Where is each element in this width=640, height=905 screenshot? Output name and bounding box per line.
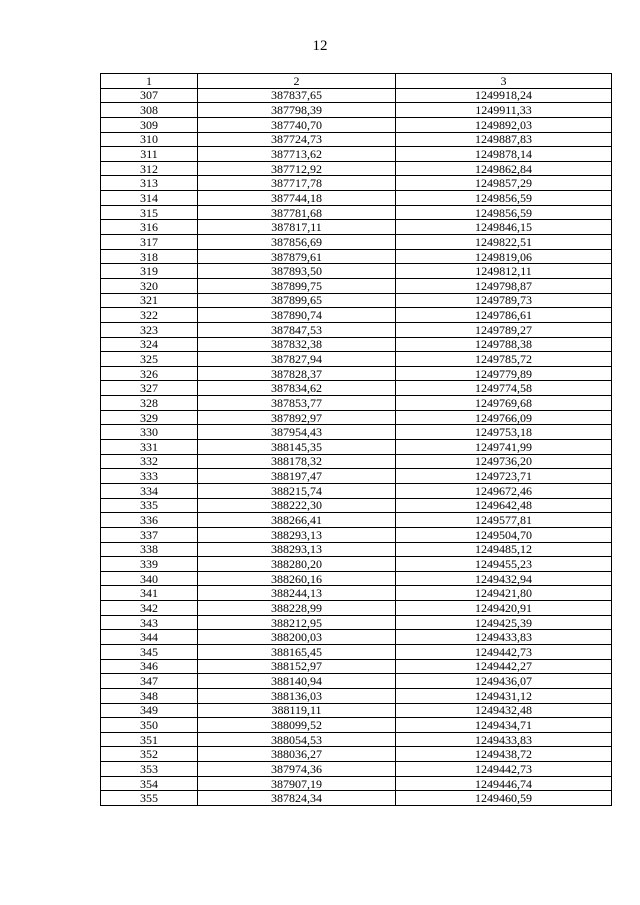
coordinates-table: [100, 73, 612, 806]
table-row: [101, 542, 612, 557]
point-number-cell: 341: [101, 586, 198, 601]
x-coordinate-cell: 388165,45: [198, 644, 396, 659]
point-number-cell: 329: [101, 410, 198, 425]
y-coordinate-cell: 1249438,72: [396, 747, 612, 762]
y-coordinate-cell: 1249878,14: [396, 147, 612, 162]
x-coordinate-cell: 388197,47: [198, 469, 396, 484]
x-coordinate-cell: 387724,73: [198, 132, 396, 147]
table-row: [101, 117, 612, 132]
y-coordinate-cell: 1249433,83: [396, 630, 612, 645]
x-coordinate-cell: 387879,61: [198, 249, 396, 264]
y-coordinate-cell: 1249789,73: [396, 293, 612, 308]
y-coordinate-cell: 1249857,29: [396, 176, 612, 191]
x-coordinate-cell: 387824,34: [198, 791, 396, 806]
y-coordinate-cell: 1249918,24: [396, 88, 612, 103]
y-coordinate-cell: 1249425,39: [396, 615, 612, 630]
column-header: 2: [198, 74, 396, 89]
x-coordinate-cell: 388145,35: [198, 440, 396, 455]
table-row: [101, 557, 612, 572]
point-number-cell: 335: [101, 498, 198, 513]
x-coordinate-cell: 388222,30: [198, 498, 396, 513]
point-number-cell: 343: [101, 615, 198, 630]
table-row: [101, 278, 612, 293]
table-row: [101, 498, 612, 513]
y-coordinate-cell: 1249421,80: [396, 586, 612, 601]
table-row: [101, 410, 612, 425]
x-coordinate-cell: 387893,50: [198, 264, 396, 279]
table-row: [101, 527, 612, 542]
x-coordinate-cell: 388260,16: [198, 571, 396, 586]
y-coordinate-cell: 1249856,59: [396, 205, 612, 220]
point-number-cell: 350: [101, 718, 198, 733]
y-coordinate-cell: 1249434,71: [396, 718, 612, 733]
y-coordinate-cell: 1249798,87: [396, 278, 612, 293]
table-body: [101, 88, 612, 805]
table-row: [101, 483, 612, 498]
y-coordinate-cell: 1249887,83: [396, 132, 612, 147]
y-coordinate-cell: 1249774,58: [396, 381, 612, 396]
table-row: [101, 147, 612, 162]
x-coordinate-cell: 388119,11: [198, 703, 396, 718]
table-row: [101, 205, 612, 220]
table-row: [101, 601, 612, 616]
page-number: 12: [312, 38, 328, 54]
point-number-cell: 352: [101, 747, 198, 762]
y-coordinate-cell: 1249577,81: [396, 513, 612, 528]
x-coordinate-cell: 387744,18: [198, 191, 396, 206]
table-row: [101, 440, 612, 455]
y-coordinate-cell: 1249736,20: [396, 454, 612, 469]
point-number-cell: 332: [101, 454, 198, 469]
point-number-cell: 334: [101, 483, 198, 498]
x-coordinate-cell: 388136,03: [198, 688, 396, 703]
table-row: [101, 88, 612, 103]
table-row: [101, 732, 612, 747]
point-number-cell: 338: [101, 542, 198, 557]
y-coordinate-cell: 1249846,15: [396, 220, 612, 235]
y-coordinate-cell: 1249442,73: [396, 762, 612, 777]
x-coordinate-cell: 387834,62: [198, 381, 396, 396]
y-coordinate-cell: 1249455,23: [396, 557, 612, 572]
x-coordinate-cell: 388054,53: [198, 732, 396, 747]
point-number-cell: 326: [101, 366, 198, 381]
y-coordinate-cell: 1249431,12: [396, 688, 612, 703]
table-row: [101, 703, 612, 718]
point-number-cell: 313: [101, 176, 198, 191]
point-number-cell: 336: [101, 513, 198, 528]
table-row: [101, 235, 612, 250]
y-coordinate-cell: 1249819,06: [396, 249, 612, 264]
table-row: [101, 191, 612, 206]
table-row: [101, 322, 612, 337]
x-coordinate-cell: 388293,13: [198, 527, 396, 542]
table-row: [101, 718, 612, 733]
y-coordinate-cell: 1249789,27: [396, 322, 612, 337]
x-coordinate-cell: 388152,97: [198, 659, 396, 674]
table-row: [101, 396, 612, 411]
y-coordinate-cell: 1249432,94: [396, 571, 612, 586]
y-coordinate-cell: 1249442,73: [396, 644, 612, 659]
x-coordinate-cell: 387899,75: [198, 278, 396, 293]
y-coordinate-cell: 1249812,11: [396, 264, 612, 279]
y-coordinate-cell: 1249432,48: [396, 703, 612, 718]
point-number-cell: 322: [101, 308, 198, 323]
point-number-cell: 311: [101, 147, 198, 162]
point-number-cell: 316: [101, 220, 198, 235]
table-row: [101, 381, 612, 396]
y-coordinate-cell: 1249436,07: [396, 674, 612, 689]
y-coordinate-cell: 1249892,03: [396, 117, 612, 132]
x-coordinate-cell: 387817,11: [198, 220, 396, 235]
x-coordinate-cell: 388215,74: [198, 483, 396, 498]
table-row: [101, 293, 612, 308]
point-number-cell: 323: [101, 322, 198, 337]
table-row: [101, 352, 612, 367]
x-coordinate-cell: 387713,62: [198, 147, 396, 162]
x-coordinate-cell: 387899,65: [198, 293, 396, 308]
point-number-cell: 312: [101, 161, 198, 176]
table-row: [101, 586, 612, 601]
y-coordinate-cell: 1249504,70: [396, 527, 612, 542]
table-row: [101, 513, 612, 528]
x-coordinate-cell: 388244,13: [198, 586, 396, 601]
point-number-cell: 351: [101, 732, 198, 747]
y-coordinate-cell: 1249672,46: [396, 483, 612, 498]
point-number-cell: 342: [101, 601, 198, 616]
x-coordinate-cell: 388293,13: [198, 542, 396, 557]
x-coordinate-cell: 387892,97: [198, 410, 396, 425]
x-coordinate-cell: 387853,77: [198, 396, 396, 411]
point-number-cell: 346: [101, 659, 198, 674]
table-row: [101, 688, 612, 703]
y-coordinate-cell: 1249911,33: [396, 103, 612, 118]
table-row: [101, 644, 612, 659]
table-row: [101, 747, 612, 762]
table-row: [101, 674, 612, 689]
point-number-cell: 319: [101, 264, 198, 279]
table-row: [101, 659, 612, 674]
table-row: [101, 337, 612, 352]
point-number-cell: 348: [101, 688, 198, 703]
point-number-cell: 344: [101, 630, 198, 645]
table-row: [101, 630, 612, 645]
y-coordinate-cell: 1249753,18: [396, 425, 612, 440]
x-coordinate-cell: 388099,52: [198, 718, 396, 733]
point-number-cell: 314: [101, 191, 198, 206]
point-number-cell: 325: [101, 352, 198, 367]
point-number-cell: 353: [101, 762, 198, 777]
y-coordinate-cell: 1249741,99: [396, 440, 612, 455]
point-number-cell: 328: [101, 396, 198, 411]
point-number-cell: 320: [101, 278, 198, 293]
y-coordinate-cell: 1249433,83: [396, 732, 612, 747]
point-number-cell: 337: [101, 527, 198, 542]
point-number-cell: 310: [101, 132, 198, 147]
y-coordinate-cell: 1249769,68: [396, 396, 612, 411]
y-coordinate-cell: 1249856,59: [396, 191, 612, 206]
table-row: [101, 762, 612, 777]
y-coordinate-cell: 1249642,48: [396, 498, 612, 513]
x-coordinate-cell: 388140,94: [198, 674, 396, 689]
point-number-cell: 324: [101, 337, 198, 352]
point-number-cell: 309: [101, 117, 198, 132]
table-row: [101, 791, 612, 806]
table-row: [101, 776, 612, 791]
y-coordinate-cell: 1249862,84: [396, 161, 612, 176]
x-coordinate-cell: 388178,32: [198, 454, 396, 469]
x-coordinate-cell: 387890,74: [198, 308, 396, 323]
table-row: [101, 132, 612, 147]
y-coordinate-cell: 1249766,09: [396, 410, 612, 425]
x-coordinate-cell: 387856,69: [198, 235, 396, 250]
point-number-cell: 349: [101, 703, 198, 718]
table-row: [101, 103, 612, 118]
table-row: [101, 308, 612, 323]
y-coordinate-cell: 1249786,61: [396, 308, 612, 323]
y-coordinate-cell: 1249779,89: [396, 366, 612, 381]
x-coordinate-cell: 388200,03: [198, 630, 396, 645]
x-coordinate-cell: 387954,43: [198, 425, 396, 440]
table-row: [101, 220, 612, 235]
table-row: [101, 249, 612, 264]
x-coordinate-cell: 388228,99: [198, 601, 396, 616]
y-coordinate-cell: 1249822,51: [396, 235, 612, 250]
x-coordinate-cell: 387828,37: [198, 366, 396, 381]
table-row: [101, 425, 612, 440]
point-number-cell: 340: [101, 571, 198, 586]
x-coordinate-cell: 387712,92: [198, 161, 396, 176]
table-row: [101, 615, 612, 630]
x-coordinate-cell: 387827,94: [198, 352, 396, 367]
x-coordinate-cell: 387781,68: [198, 205, 396, 220]
point-number-cell: 354: [101, 776, 198, 791]
y-coordinate-cell: 1249485,12: [396, 542, 612, 557]
x-coordinate-cell: 387832,38: [198, 337, 396, 352]
y-coordinate-cell: 1249785,72: [396, 352, 612, 367]
point-number-cell: 339: [101, 557, 198, 572]
x-coordinate-cell: 387847,53: [198, 322, 396, 337]
x-coordinate-cell: 387798,39: [198, 103, 396, 118]
point-number-cell: 333: [101, 469, 198, 484]
table-row: [101, 176, 612, 191]
x-coordinate-cell: 388280,20: [198, 557, 396, 572]
y-coordinate-cell: 1249460,59: [396, 791, 612, 806]
point-number-cell: 307: [101, 88, 198, 103]
point-number-cell: 318: [101, 249, 198, 264]
table-row: [101, 454, 612, 469]
table-header-row: [101, 74, 612, 89]
y-coordinate-cell: 1249788,38: [396, 337, 612, 352]
point-number-cell: 321: [101, 293, 198, 308]
table-row: [101, 366, 612, 381]
table-row: [101, 571, 612, 586]
point-number-cell: 347: [101, 674, 198, 689]
point-number-cell: 315: [101, 205, 198, 220]
y-coordinate-cell: 1249723,71: [396, 469, 612, 484]
y-coordinate-cell: 1249442,27: [396, 659, 612, 674]
point-number-cell: 345: [101, 644, 198, 659]
table-row: [101, 161, 612, 176]
point-number-cell: 330: [101, 425, 198, 440]
y-coordinate-cell: 1249446,74: [396, 776, 612, 791]
x-coordinate-cell: 388212,95: [198, 615, 396, 630]
x-coordinate-cell: 388266,41: [198, 513, 396, 528]
y-coordinate-cell: 1249420,91: [396, 601, 612, 616]
column-header: 1: [101, 74, 198, 89]
x-coordinate-cell: 387907,19: [198, 776, 396, 791]
table-row: [101, 469, 612, 484]
x-coordinate-cell: 387837,65: [198, 88, 396, 103]
point-number-cell: 355: [101, 791, 198, 806]
table-row: [101, 264, 612, 279]
point-number-cell: 317: [101, 235, 198, 250]
x-coordinate-cell: 387717,78: [198, 176, 396, 191]
x-coordinate-cell: 387740,70: [198, 117, 396, 132]
point-number-cell: 327: [101, 381, 198, 396]
x-coordinate-cell: 388036,27: [198, 747, 396, 762]
column-header: 3: [396, 74, 612, 89]
point-number-cell: 308: [101, 103, 198, 118]
x-coordinate-cell: 387974,36: [198, 762, 396, 777]
point-number-cell: 331: [101, 440, 198, 455]
